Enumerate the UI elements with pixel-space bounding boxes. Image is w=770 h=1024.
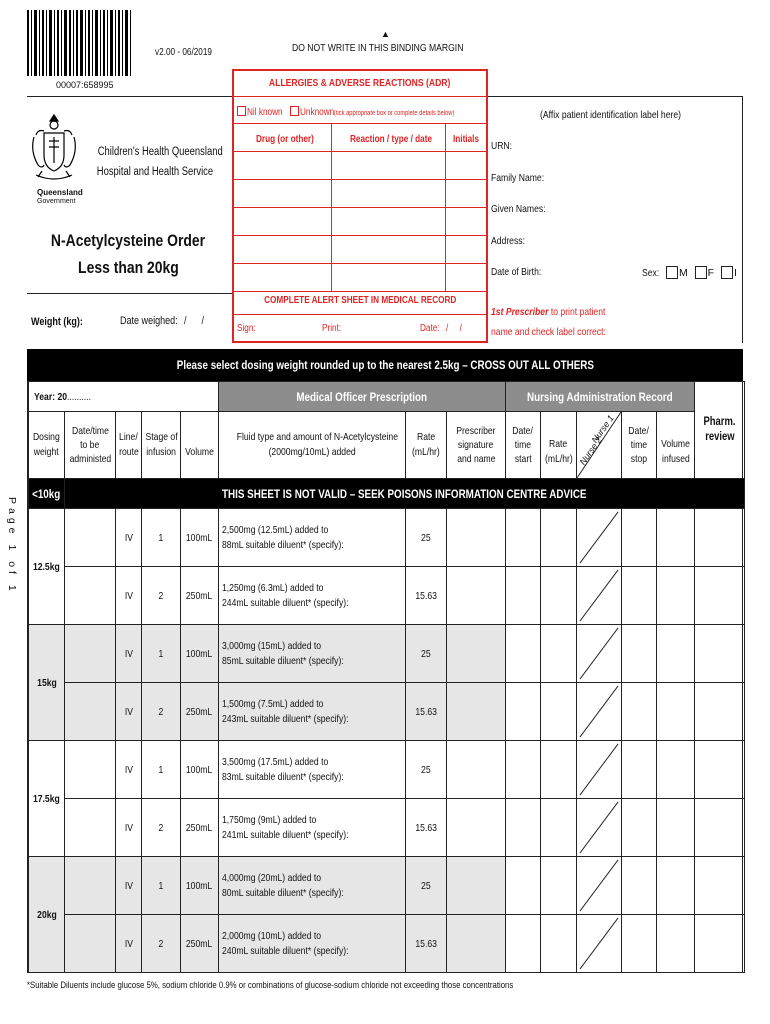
- unknown-label: Unknown: [299, 107, 335, 118]
- start-datetime-cell[interactable]: [506, 567, 541, 625]
- dosing-weight-cell[interactable]: 17.5kg: [29, 741, 65, 857]
- adr-date-label: Date:: [420, 323, 440, 334]
- queensland-crest-icon: [28, 111, 80, 189]
- table-row: [29, 683, 745, 741]
- col-rate2: Rate (mL/hr): [541, 412, 577, 479]
- stop-datetime-cell[interactable]: [622, 857, 657, 915]
- dosing-weight-cell[interactable]: 15kg: [29, 625, 65, 741]
- affix-label-note: (Affix patient identification label here): [540, 109, 682, 121]
- col-datetime-admin: Date/time to be administed: [65, 412, 116, 479]
- admin-datetime-cell[interactable]: [65, 625, 116, 683]
- volume-infused-cell[interactable]: [657, 567, 695, 625]
- government-wordmark: Queensland: [37, 188, 83, 197]
- hospital-name-line1: Children's Health Queensland: [97, 146, 223, 158]
- rate-cell: 15.63: [406, 683, 447, 741]
- pharm-review-cell[interactable]: [695, 799, 745, 857]
- stop-datetime-cell[interactable]: [622, 567, 657, 625]
- volume-cell: 100mL: [181, 741, 219, 799]
- route-cell: IV: [116, 857, 142, 915]
- volume-infused-cell[interactable]: [657, 625, 695, 683]
- volume-cell: 100mL: [181, 625, 219, 683]
- pharm-review-cell[interactable]: [695, 509, 745, 567]
- volume-infused-cell[interactable]: [657, 683, 695, 741]
- volume-cell: 250mL: [181, 567, 219, 625]
- nil-known-checkbox[interactable]: [237, 106, 246, 116]
- table-row: [29, 915, 745, 973]
- adr-title: ALLERGIES & ADVERSE REACTIONS (ADR): [269, 77, 451, 89]
- stop-datetime-cell[interactable]: [622, 915, 657, 973]
- col-prescriber: Prescriber signature and name: [447, 412, 506, 479]
- government-subtitle: Government: [37, 198, 76, 205]
- col-datetime-start: Date/ time start: [506, 412, 541, 479]
- nurse-signature-cell[interactable]: [577, 741, 622, 799]
- nurse1-label: Nurse 1: [589, 413, 616, 445]
- pharm-review-cell[interactable]: [695, 915, 745, 973]
- sex-i-label: I: [733, 267, 737, 279]
- barcode: [27, 10, 131, 76]
- dosing-weight-cell[interactable]: 12.5kg: [29, 509, 65, 625]
- col-nurse-signatures: [577, 412, 622, 479]
- volume-infused-cell[interactable]: [657, 857, 695, 915]
- col-stage: Stage of infusion: [142, 412, 181, 479]
- adr-sign-label: Sign:: [237, 323, 256, 334]
- diluent-footnote: *Suitable Diluents include glucose 5%, sodium chloride 0.9% or combinations of glucose-sodium chloride not exceeding those concentrations: [27, 980, 514, 991]
- under10-label: <10kg: [29, 479, 65, 509]
- pharm-review-cell[interactable]: [695, 741, 745, 799]
- col-dosing-weight: Dosing weight: [29, 412, 65, 479]
- stage-cell: 1: [142, 741, 181, 799]
- prescriber-signature-cell[interactable]: [447, 741, 506, 799]
- nurse-signature-cell[interactable]: [577, 915, 622, 973]
- weight-rule: [27, 293, 232, 294]
- prescriber-signature-cell[interactable]: [447, 567, 506, 625]
- prescriber-signature-cell[interactable]: [447, 509, 506, 567]
- adr-instruction: (tick appropriate box or complete details below): [334, 110, 455, 117]
- address-field[interactable]: Address:: [491, 235, 525, 247]
- adr-options: [237, 106, 481, 118]
- prescriber-note-line2: name and check label correct:: [491, 326, 606, 338]
- stage-cell: 1: [142, 625, 181, 683]
- route-cell: IV: [116, 567, 142, 625]
- nurse-rate-cell[interactable]: [541, 683, 577, 741]
- urn-field[interactable]: URN:: [491, 140, 513, 152]
- fluid-cell[interactable]: 1,500mg (7.5mL) added to 243mL suitable diluent* (specify):: [219, 683, 406, 741]
- prescriber-signature-cell[interactable]: [447, 625, 506, 683]
- weight-label: Weight (kg):: [31, 316, 83, 328]
- under10-notice: THIS SHEET IS NOT VALID – SEEK POISONS INFORMATION CENTRE ADVICE: [65, 479, 745, 509]
- col-volume-infused: Volume infused: [657, 412, 695, 479]
- start-datetime-cell[interactable]: [506, 683, 541, 741]
- start-datetime-cell[interactable]: [506, 741, 541, 799]
- col-line-route: Line/ route: [116, 412, 142, 479]
- prescriber-signature-cell[interactable]: [447, 683, 506, 741]
- stage-cell: 2: [142, 567, 181, 625]
- sex-f-label: F: [707, 267, 715, 279]
- nurse-signature-cell[interactable]: [577, 799, 622, 857]
- fluid-cell[interactable]: 1,750mg (9mL) added to 241mL suitable diluent* (specify):: [219, 799, 406, 857]
- nil-known-label: Nil known: [247, 107, 283, 118]
- given-names-field[interactable]: Given Names:: [491, 203, 546, 215]
- nurse-rate-cell[interactable]: [541, 799, 577, 857]
- date-weighed-label: Date weighed: / /: [120, 315, 205, 327]
- prescriber-signature-cell[interactable]: [447, 857, 506, 915]
- year-label[interactable]: Year: 20..........: [29, 382, 219, 412]
- sex-m-checkbox[interactable]: [666, 266, 678, 279]
- adr-panel: [232, 69, 488, 343]
- sex-field: [642, 266, 737, 279]
- unknown-checkbox[interactable]: [290, 106, 299, 116]
- start-datetime-cell[interactable]: [506, 799, 541, 857]
- rate-cell: 15.63: [406, 799, 447, 857]
- prescriber-signature-cell[interactable]: [447, 799, 506, 857]
- dosing-weight-banner: Please select dosing weight rounded up to the nearest 2.5kg – CROSS OUT ALL OTHERS: [27, 349, 743, 381]
- sex-m-label: M: [678, 267, 688, 279]
- start-datetime-cell[interactable]: [506, 625, 541, 683]
- volume-cell: 100mL: [181, 857, 219, 915]
- route-cell: IV: [116, 625, 142, 683]
- family-name-field[interactable]: Family Name:: [491, 172, 545, 184]
- fluid-cell[interactable]: 1,250mg (6.3mL) added to 244mL suitable diluent* (specify):: [219, 567, 406, 625]
- table-row: [29, 567, 745, 625]
- route-cell: IV: [116, 509, 142, 567]
- rate-cell: 25: [406, 509, 447, 567]
- medical-officer-section: Medical Officer Prescription: [219, 382, 506, 412]
- fluid-cell[interactable]: 4,000mg (20mL) added to 80mL suitable diluent* (specify):: [219, 857, 406, 915]
- nurse-signature-cell[interactable]: [577, 683, 622, 741]
- nurse-rate-cell[interactable]: [541, 567, 577, 625]
- sex-f-checkbox[interactable]: [695, 266, 707, 279]
- stop-datetime-cell[interactable]: [622, 509, 657, 567]
- pharm-review-cell[interactable]: [695, 683, 745, 741]
- dob-field[interactable]: Date of Birth:: [491, 266, 542, 278]
- admin-datetime-cell[interactable]: [65, 741, 116, 799]
- volume-cell: 100mL: [181, 509, 219, 567]
- rate-cell: 25: [406, 625, 447, 683]
- rate-cell: 15.63: [406, 567, 447, 625]
- route-cell: IV: [116, 799, 142, 857]
- page-number: Page 1 of 1: [6, 497, 18, 595]
- nurse-rate-cell[interactable]: [541, 857, 577, 915]
- start-datetime-cell[interactable]: [506, 915, 541, 973]
- pharm-review-cell[interactable]: [695, 567, 745, 625]
- volume-cell: 250mL: [181, 915, 219, 973]
- admin-datetime-cell[interactable]: [65, 915, 116, 973]
- adr-date-separators: / /: [446, 323, 462, 334]
- stage-cell: 1: [142, 509, 181, 567]
- adr-alert-note: COMPLETE ALERT SHEET IN MEDICAL RECORD: [263, 295, 457, 306]
- nurse-rate-cell[interactable]: [541, 741, 577, 799]
- adr-col-reaction: Reaction / type / date: [350, 134, 433, 145]
- form-subtitle: Less than 20kg: [77, 258, 179, 277]
- volume-infused-cell[interactable]: [657, 799, 695, 857]
- pharm-review-cell[interactable]: [695, 857, 745, 915]
- volume-cell: 250mL: [181, 799, 219, 857]
- adr-col-drug: Drug (or other): [256, 134, 314, 145]
- nursing-record-section: Nursing Administration Record: [506, 382, 695, 412]
- rate-cell: 25: [406, 741, 447, 799]
- fluid-cell[interactable]: 3,500mg (17.5mL) added to 83mL suitable diluent* (specify):: [219, 741, 406, 799]
- admin-datetime-cell[interactable]: [65, 683, 116, 741]
- stop-datetime-cell[interactable]: [622, 799, 657, 857]
- col-pharm-review: Pharm. review: [695, 382, 745, 479]
- stop-datetime-cell[interactable]: [622, 683, 657, 741]
- nurse-signature-cell[interactable]: [577, 625, 622, 683]
- stage-cell: 2: [142, 683, 181, 741]
- prescriber-note-line1: 1st Prescriber to print patient: [491, 306, 606, 318]
- volume-infused-cell[interactable]: [657, 915, 695, 973]
- table-row: [29, 741, 745, 799]
- admin-datetime-cell[interactable]: [65, 799, 116, 857]
- route-cell: IV: [116, 915, 142, 973]
- dosing-weight-cell[interactable]: 20kg: [29, 857, 65, 973]
- nurse-signature-cell[interactable]: [577, 509, 622, 567]
- col-volume: Volume: [181, 412, 219, 479]
- nurse-rate-cell[interactable]: [541, 625, 577, 683]
- stop-datetime-cell[interactable]: [622, 625, 657, 683]
- volume-infused-cell[interactable]: [657, 509, 695, 567]
- sex-label: Sex:: [642, 267, 660, 279]
- rate-cell: 25: [406, 857, 447, 915]
- admin-datetime-cell[interactable]: [65, 509, 116, 567]
- stop-datetime-cell[interactable]: [622, 741, 657, 799]
- start-datetime-cell[interactable]: [506, 857, 541, 915]
- prescriber-signature-cell[interactable]: [447, 915, 506, 973]
- route-cell: IV: [116, 741, 142, 799]
- col-fluid: Fluid type and amount of N-Acetylcysteine (2000mg/10mL) added: [219, 412, 406, 479]
- start-datetime-cell[interactable]: [506, 509, 541, 567]
- table-row: [29, 625, 745, 683]
- table-row: [29, 509, 745, 567]
- hospital-name-line2: Hospital and Health Service: [96, 166, 214, 178]
- adr-col-initials: Initials: [453, 134, 479, 145]
- nurse-rate-cell[interactable]: [541, 915, 577, 973]
- barcode-number: 00007:658995: [56, 80, 114, 90]
- nurse-signature-cell[interactable]: [577, 567, 622, 625]
- fluid-cell[interactable]: 3,000mg (15mL) added to 85mL suitable diluent* (specify):: [219, 625, 406, 683]
- table-row: [29, 857, 745, 915]
- fluid-cell[interactable]: 2,500mg (12.5mL) added to 88mL suitable diluent* (specify):: [219, 509, 406, 567]
- admin-datetime-cell[interactable]: [65, 567, 116, 625]
- stage-cell: 2: [142, 915, 181, 973]
- sex-i-checkbox[interactable]: [721, 266, 733, 279]
- stage-cell: 1: [142, 857, 181, 915]
- rate-cell: 15.63: [406, 915, 447, 973]
- nurse-signature-cell[interactable]: [577, 857, 622, 915]
- binding-margin-note: DO NOT WRITE IN THIS BINDING MARGIN: [292, 42, 464, 54]
- route-cell: IV: [116, 683, 142, 741]
- volume-infused-cell[interactable]: [657, 741, 695, 799]
- col-datetime-stop: Date/ time stop: [622, 412, 657, 479]
- adr-print-label: Print:: [322, 323, 342, 334]
- form-title: N-Acetylcysteine Order: [50, 231, 206, 250]
- table-row: [29, 799, 745, 857]
- volume-cell: 250mL: [181, 683, 219, 741]
- form-version: v2.00 - 06/2019: [155, 47, 212, 58]
- order-grid: [27, 381, 743, 973]
- nurse-rate-cell[interactable]: [541, 509, 577, 567]
- margin-arrow-icon: ▲: [381, 29, 390, 39]
- col-rate: Rate (mL/hr): [406, 412, 447, 479]
- nurse2-label: Nurse 2: [577, 435, 604, 467]
- stage-cell: 2: [142, 799, 181, 857]
- pharm-review-cell[interactable]: [695, 625, 745, 683]
- fluid-cell[interactable]: 2,000mg (10mL) added to 240mL suitable diluent* (specify):: [219, 915, 406, 973]
- admin-datetime-cell[interactable]: [65, 857, 116, 915]
